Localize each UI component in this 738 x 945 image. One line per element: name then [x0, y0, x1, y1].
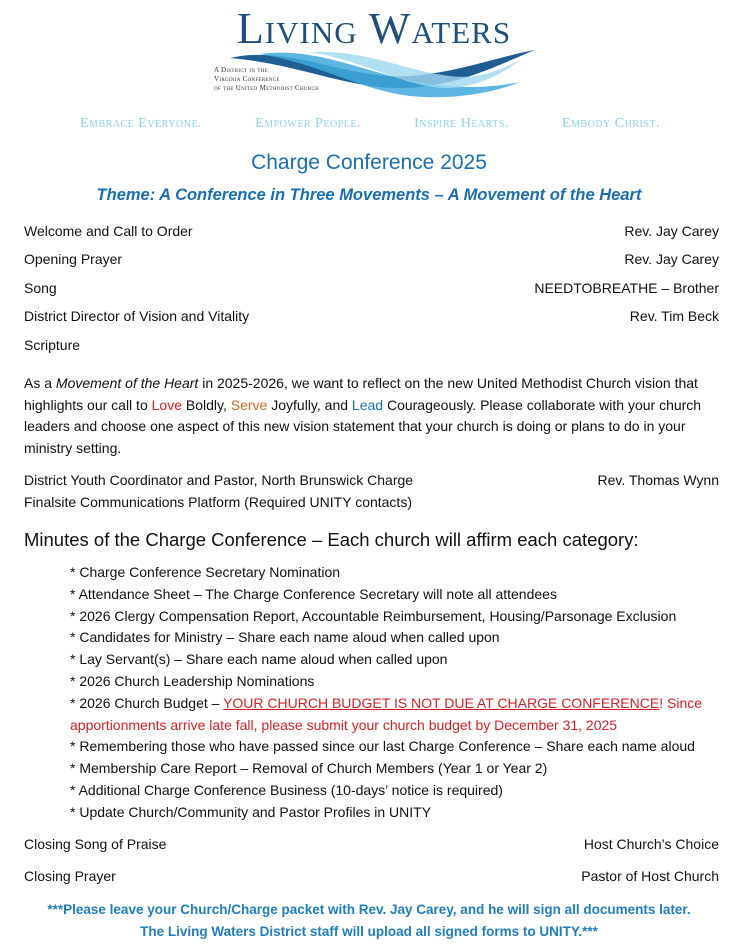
agenda-row	[24, 306, 719, 326]
lead-word: Lead	[351, 396, 384, 413]
logo-subtitle-line: Virginia Conference	[214, 75, 280, 83]
agenda-item: District Director of Vision and Vitality	[24, 308, 250, 324]
agenda-item: Closing Song of Praise	[24, 836, 167, 852]
serve-word: Serve	[230, 396, 268, 413]
agenda-leader: Rev. Tim Beck	[629, 308, 719, 324]
agenda-row	[24, 335, 719, 355]
tagline	[80, 113, 660, 135]
agenda-item: Closing Prayer	[24, 868, 116, 884]
agenda-row	[24, 278, 719, 298]
tagline-item: Embody Christ.	[561, 116, 660, 131]
list-item: * Lay Servant(s) – Share each name aloud when called upon	[70, 651, 448, 668]
agenda-item: Opening Prayer	[24, 251, 123, 267]
text: As a	[24, 375, 56, 391]
list-item: * Candidates for Ministry – Share each name aloud when called upon	[70, 629, 500, 646]
closing-notice	[0, 899, 738, 943]
agenda-row	[24, 221, 719, 241]
agenda-item: Finalsite Communications Platform (Required UNITY contacts)	[24, 494, 412, 510]
vision-paragraph	[24, 373, 724, 459]
text: Boldly,	[182, 396, 231, 413]
list-item: * Remembering those who have passed since our last Charge Conference – Share each name aloud	[70, 738, 695, 755]
agenda-row	[24, 834, 719, 854]
list-item: * Update Church/Community and Pastor Profiles in UNITY	[70, 803, 432, 820]
agenda-row	[24, 470, 719, 490]
logo-title: Living Waters	[236, 4, 512, 53]
italic-text: Movement of the Heart	[55, 375, 199, 391]
agenda-leader: Host Church’s Choice	[583, 836, 719, 852]
logo-subtitle-line: A District in the	[214, 66, 268, 74]
theme-subtitle: Theme: A Conference in Three Movements – A Movement of the Heart	[96, 186, 642, 204]
tagline-item: Inspire Hearts.	[414, 116, 509, 131]
agenda-item: District Youth Coordinator and Pastor, North Brunswick Charge	[24, 472, 414, 488]
list-item: * 2026 Church Leadership Nominations	[70, 672, 315, 689]
text: Joyfully, and	[267, 396, 352, 413]
minutes-list	[70, 562, 730, 824]
agenda-row	[24, 866, 719, 886]
budget-note: apportionments arrive late fall, please submit your church budget by December 31, 2025	[70, 716, 618, 733]
text: Courageously. Please collaborate with your church leaders and choose one aspect of this new vision statement that your church is doing or plans to do in your ministry setting.	[24, 396, 702, 456]
agenda-leader: NEEDTOBREATHE – Brother	[534, 280, 719, 296]
living-waters-logo	[200, 0, 540, 105]
love-word: Love	[151, 396, 182, 413]
notice-line: ***Please leave your Church/Charge packet with Rev. Jay Carey, and he will sign all documents later.	[47, 902, 691, 917]
list-item: * Attendance Sheet – The Charge Conference Secretary will note all attendees	[70, 585, 557, 602]
text: ! Since	[659, 694, 703, 711]
list-item: * Charge Conference Secretary Nomination	[70, 564, 341, 580]
list-item: * Membership Care Report – Removal of Church Members (Year 1 or Year 2)	[70, 760, 548, 777]
agenda-leader: Rev. Thomas Wynn	[597, 472, 719, 488]
list-item-budget	[70, 693, 730, 715]
agenda-leader: Rev. Jay Carey	[624, 251, 719, 267]
agenda-item: Song	[24, 280, 57, 296]
notice-line: The Living Waters District staff will upload all signed forms to UNITY.***	[140, 924, 598, 939]
agenda-item: Scripture	[24, 337, 81, 353]
text: * 2026 Church Budget –	[70, 694, 224, 711]
list-item: * Additional Charge Conference Business (10-days’ notice is required)	[70, 781, 503, 798]
agenda-row	[24, 249, 719, 269]
logo-subtitle	[214, 66, 319, 93]
tagline-item: Empower People.	[255, 116, 361, 131]
agenda-leader: Rev. Jay Carey	[624, 223, 719, 239]
budget-warning: YOUR CHURCH BUDGET IS NOT DUE AT CHARGE CONFERENCE	[223, 694, 660, 711]
logo-subtitle-line: of the United Methodist Church	[214, 84, 319, 92]
list-item: * 2026 Clergy Compensation Report, Accountable Reimbursement, Housing/Parsonage Exclusion	[70, 607, 677, 624]
agenda-leader: Pastor of Host Church	[581, 868, 719, 884]
minutes-heading: Minutes of the Charge Conference – Each church will affirm each category:	[24, 529, 639, 550]
page-title: Charge Conference 2025	[251, 151, 487, 174]
text: in 2025-2026, we want to reflect on the new United Methodist Church vision that highlights our call to	[24, 375, 698, 413]
tagline-item: Embrace Everyone.	[80, 116, 203, 131]
agenda-row	[24, 492, 719, 512]
agenda-item: Welcome and Call to Order	[24, 223, 193, 239]
